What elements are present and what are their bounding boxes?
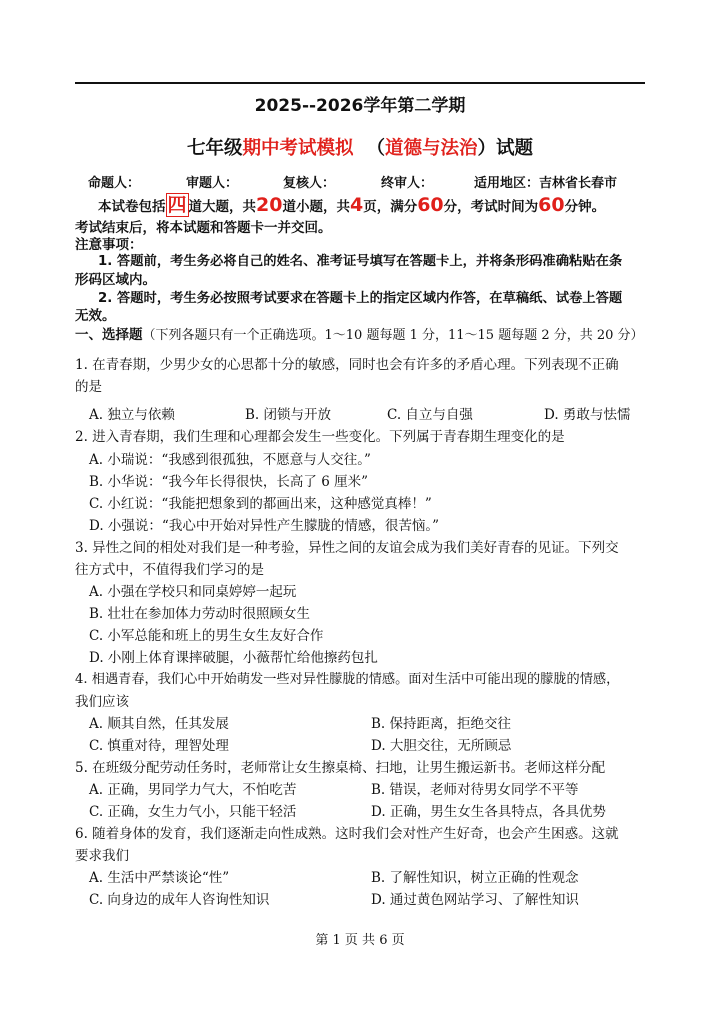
q6-option-d: D. 通过黄色网站学习、了解性知识: [371, 892, 579, 908]
notice-1-line-2: 形码区域内。: [75, 272, 156, 288]
q4-option-a: A. 顺其自然，任其发展: [89, 716, 229, 732]
meta-region: 适用地区：吉林省长春市: [474, 176, 618, 191]
title-exam-type: 期中考试模拟: [242, 138, 354, 159]
q6-option-b: B. 了解性知识，树立正确的性观念: [371, 870, 579, 886]
meta-checker: 复核人：: [283, 176, 336, 191]
q2-option-b: B. 小华说：“我今年长得很快，长高了 6 厘米”: [89, 474, 368, 490]
intro-count-sections: 四: [167, 194, 187, 216]
intro-text: 页，满分: [363, 199, 418, 215]
q6-stem-line-2: 要求我们: [75, 848, 129, 864]
intro-text: 分钟。: [564, 199, 606, 215]
q1-stem-line-2: 的是: [75, 379, 102, 395]
intro-line-1: [98, 196, 605, 216]
notice-2-line-1: 2. 答题时，考生务必按照考试要求在答题卡上的指定区域内作答，在草稿纸、试卷上答题: [98, 291, 623, 306]
intro-full-score: 60: [417, 194, 444, 216]
q1-option-c: C. 自立与自强: [387, 407, 473, 423]
q4-option-d: D. 大胆交往，无所顾忌: [371, 738, 512, 754]
title-grade: 七年级: [187, 138, 243, 159]
q3-option-a: A. 小强在学校只和同桌婷婷一起玩: [89, 584, 297, 600]
intro-text: 道大题，共: [188, 199, 257, 215]
q2-option-d: D. 小强说：“我心中开始对异性产生朦胧的情感，很苦恼。”: [89, 518, 439, 534]
notice-1-line-1: 1. 答题前，考生务必将自己的姓名、准考证号填写在答题卡上，并将条形码准确粘贴在条: [98, 254, 623, 269]
meta-reviewer: 审题人：: [186, 176, 239, 191]
intro-count-pages: 4: [349, 194, 364, 216]
q5-option-b: B. 错误，老师对待男女同学不平等: [371, 782, 579, 798]
section-1-title: 一、选择题: [75, 327, 143, 343]
intro-text: 道小题，共: [282, 199, 350, 215]
top-rule: [75, 82, 645, 84]
title-suffix: ）试题: [477, 138, 533, 159]
q4-option-c: C. 慎重对待，理智处理: [89, 738, 229, 754]
notice-2-line-2: 无效。: [75, 308, 116, 324]
q4-stem-line-1: 4. 相遇青春，我们心中开始萌发一些对异性朦胧的情感。面对生活中可能出现的朦胧的情感，: [75, 672, 620, 687]
q3-option-c: C. 小军总能和班上的男生女生友好合作: [89, 628, 324, 644]
intro-text: 分，考试时间为: [443, 199, 539, 215]
section-1-note: （下列各题只有一个正确选项。1～10 题每题 1 分，11～15 题每题 2 分，共 20 分）: [142, 328, 644, 343]
q6-option-c: C. 向身边的成年人咨询性知识: [89, 892, 270, 908]
page-number: 第 1 页 共 6 页: [315, 933, 405, 948]
exam-title: [0, 140, 720, 158]
q3-stem-line-2: 往方式中，不值得我们学习的是: [75, 562, 264, 578]
notice-heading: 注意事项：: [75, 237, 143, 253]
exam-term: 2025--2026学年第二学期: [254, 96, 466, 116]
q1-stem-line-1: 1. 在青春期，少男少女的心思都十分的敏感，同时也会有许多的矛盾心理。下列表现不正确: [75, 357, 619, 373]
title-subject: 道德与法治: [384, 138, 478, 159]
meta-author: 命题人：: [88, 176, 141, 191]
q2-stem: 2. 进入青春期，我们生理和心理都会发生一些变化。下列属于青春期生理变化的是: [75, 429, 565, 445]
q4-stem-line-2: 我们应该: [75, 694, 129, 710]
title-paren-open: （: [366, 138, 385, 159]
q2-option-c: C. 小红说：“我能把想象到的都画出来，这种感觉真棒！”: [89, 496, 432, 512]
q5-option-d: D. 正确，男生女生各具特点，各具优势: [371, 804, 606, 820]
q4-option-b: B. 保持距离，拒绝交往: [371, 716, 512, 732]
q1-option-b: B. 闭锁与开放: [245, 407, 332, 423]
q2-option-a: A. 小瑞说：“我感到很孤独，不愿意与人交往。”: [89, 452, 371, 468]
q5-option-c: C. 正确，女生力气小，只能干轻活: [89, 804, 297, 820]
intro-time: 60: [538, 194, 565, 216]
q5-option-a: A. 正确，男同学力气大，不怕吃苦: [89, 782, 297, 798]
meta-final: 终审人：: [381, 176, 434, 191]
q3-option-b: B. 壮壮在参加体力劳动时很照顾女生: [89, 606, 311, 622]
q3-option-d: D. 小刚上体育课摔破腿，小薇帮忙给他擦药包扎: [89, 650, 378, 666]
q1-option-a: A. 独立与依赖: [89, 407, 175, 423]
intro-line-2: 考试结束后，将本试题和答题卡一并交回。: [75, 220, 332, 236]
intro-text: 本试卷包括: [98, 199, 166, 215]
q6-stem-line-1: 6. 随着身体的发育，我们逐渐走向性成熟。这时我们会对性产生好奇，也会产生困惑。这就: [75, 826, 619, 842]
intro-count-questions: 20: [256, 194, 283, 216]
q6-option-a: A. 生活中严禁谈论“性”: [89, 870, 230, 886]
q3-stem-line-1: 3. 异性之间的相处对我们是一种考验，异性之间的友谊会成为我们美好青春的见证。下列交: [75, 540, 619, 556]
q1-option-d: D. 勇敢与怯懦: [544, 407, 631, 423]
section-1-heading: [75, 326, 644, 345]
q5-stem: 5. 在班级分配劳动任务时，老师常让女生擦桌椅、扫地，让男生搬运新书。老师这样分配: [75, 760, 606, 776]
